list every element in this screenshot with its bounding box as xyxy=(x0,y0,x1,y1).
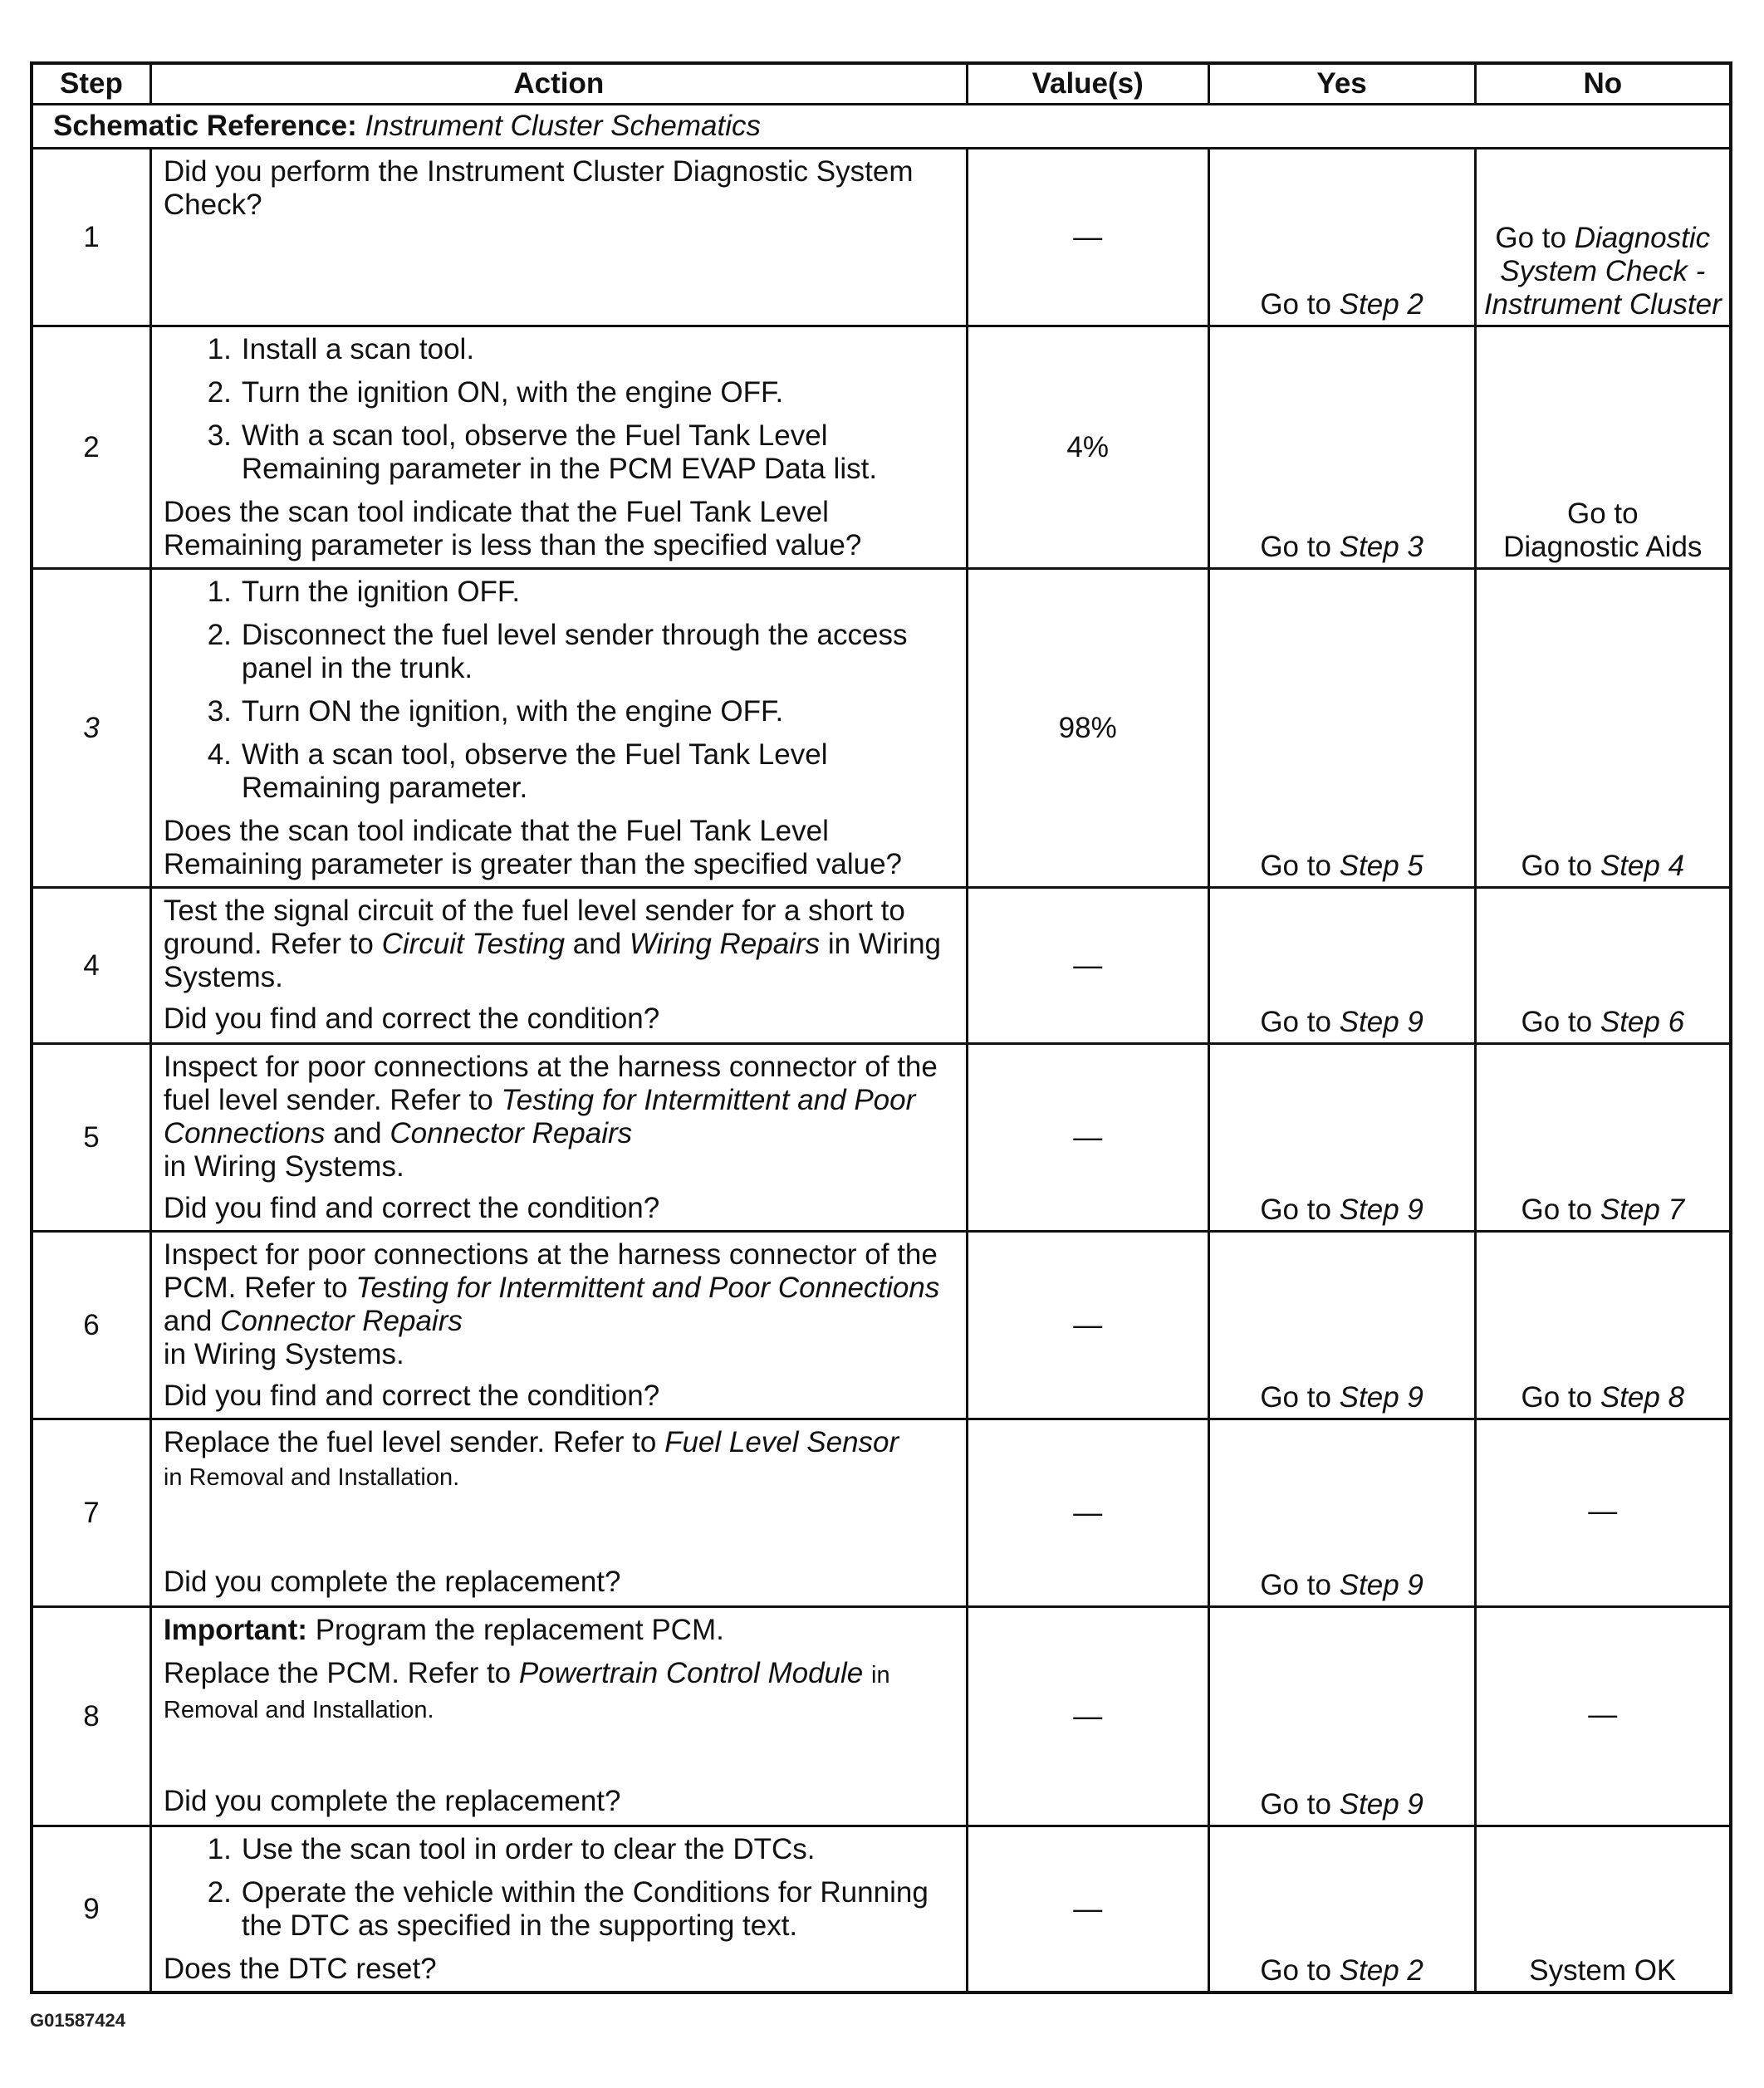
list-number: 1. xyxy=(207,333,232,365)
header-row xyxy=(32,63,1731,105)
action-text-part: in Removal and Installation. xyxy=(163,1464,460,1491)
action-text xyxy=(164,1051,956,1184)
step-number: 8 xyxy=(32,1607,150,1826)
yes-link[interactable]: Step 9 xyxy=(1339,1006,1423,1038)
action-cell xyxy=(150,569,967,888)
list-number: 2. xyxy=(207,376,232,409)
action-text-part: Inspect for poor connections at the harness connector of the fuel level sender. Refer to xyxy=(163,1051,938,1116)
no-link[interactable]: Step 4 xyxy=(1600,850,1685,882)
list-text: Operate the vehicle within the Conditions for Running the DTC as specified in the supporting text. xyxy=(241,1876,929,1942)
action-link[interactable]: Connector Repairs xyxy=(220,1305,463,1337)
yes-cell xyxy=(1208,326,1475,569)
action-text-part: in Removal and Installation. xyxy=(163,1662,890,1723)
action-link[interactable]: Circuit Testing xyxy=(381,928,566,960)
yes-cell xyxy=(1208,888,1475,1044)
list-text: Install a scan tool. xyxy=(241,333,475,365)
table-row-step-5 xyxy=(32,1044,1731,1232)
no-prefix: Go to xyxy=(1521,850,1593,882)
no-prefix: Go to xyxy=(1521,1381,1593,1414)
yes-link[interactable]: Step 5 xyxy=(1339,850,1423,882)
list-number: 3. xyxy=(207,419,232,452)
yes-prefix: Go to xyxy=(1260,1006,1331,1038)
action-text xyxy=(164,1426,956,1494)
yes-link[interactable]: Step 2 xyxy=(1339,288,1423,321)
action-list xyxy=(164,1833,956,1943)
no-link[interactable]: Step 8 xyxy=(1600,1381,1685,1414)
list-item xyxy=(164,738,956,805)
yes-prefix: Go to xyxy=(1260,531,1331,563)
yes-prefix: Go to xyxy=(1260,1193,1331,1226)
list-item xyxy=(164,333,956,366)
no-cell xyxy=(1475,1044,1731,1232)
action-text-part: and xyxy=(163,1305,213,1337)
action-question: Does the scan tool indicate that the Fuel Tank Level Remaining parameter is less than the specified value? xyxy=(163,496,862,561)
step-number: 9 xyxy=(32,1826,150,1993)
yes-prefix: Go to xyxy=(1260,1569,1331,1601)
list-number: 1. xyxy=(207,576,232,608)
yes-link[interactable]: Step 2 xyxy=(1339,1954,1423,1987)
no-link[interactable]: Step 7 xyxy=(1600,1193,1685,1226)
action-question: Did you find and correct the condition? xyxy=(163,1192,660,1224)
no-prefix: Go to xyxy=(1566,497,1639,530)
action-link[interactable]: Fuel Level Sensor xyxy=(664,1426,899,1458)
list-item xyxy=(164,695,956,728)
action-question: Did you find and correct the condition? xyxy=(163,1002,660,1035)
action-question: Did you find and correct the condition? xyxy=(163,1380,660,1412)
header-action: Action xyxy=(150,63,967,105)
important-text: Program the replacement PCM. xyxy=(315,1614,724,1646)
value-cell: — xyxy=(967,1044,1208,1232)
value-cell: 4% xyxy=(967,326,1208,569)
list-number: 2. xyxy=(207,1876,232,1909)
table-row-step-4 xyxy=(32,888,1731,1044)
table-row-step-6 xyxy=(32,1232,1731,1419)
list-item xyxy=(164,619,956,685)
action-text-part: in Wiring Systems. xyxy=(163,928,941,993)
no-cell: — xyxy=(1475,1419,1731,1607)
list-item xyxy=(164,376,956,409)
schematic-reference-label: Schematic Reference: xyxy=(53,110,357,142)
action-text-part: Test the signal circuit of the fuel level sender for a short to ground. Refer to xyxy=(163,895,905,960)
table-row-step-7 xyxy=(32,1419,1731,1607)
yes-prefix: Go to xyxy=(1260,288,1331,321)
list-text: With a scan tool, observe the Fuel Tank Level Remaining parameter. xyxy=(241,738,828,804)
list-text: With a scan tool, observe the Fuel Tank Level Remaining parameter in the PCM EVAP Data list. xyxy=(241,419,878,485)
list-number: 4. xyxy=(207,738,232,771)
header-no: No xyxy=(1475,63,1731,105)
value-cell: — xyxy=(967,1826,1208,1993)
step-number: 1 xyxy=(32,149,150,326)
value-cell: 98% xyxy=(967,569,1208,888)
action-link[interactable]: Connector Repairs xyxy=(390,1117,633,1149)
yes-link[interactable]: Step 9 xyxy=(1339,1569,1423,1601)
action-cell xyxy=(150,1232,967,1419)
no-cell xyxy=(1475,326,1731,569)
header-yes: Yes xyxy=(1208,63,1475,105)
no-cell xyxy=(1475,149,1731,326)
list-text: Disconnect the fuel level sender through the access panel in the trunk. xyxy=(241,619,908,684)
yes-cell xyxy=(1208,1826,1475,1993)
step-number: 2 xyxy=(32,326,150,569)
no-cell xyxy=(1475,569,1731,888)
header-values: Value(s) xyxy=(967,63,1208,105)
no-cell: System OK xyxy=(1475,1826,1731,1993)
list-item xyxy=(164,419,956,486)
action-cell xyxy=(150,326,967,569)
action-cell xyxy=(150,1419,967,1607)
action-text-part: Inspect for poor connections at the harness connector of the PCM. Refer to xyxy=(163,1238,938,1304)
table-row-step-2 xyxy=(32,326,1731,569)
action-text xyxy=(164,895,956,994)
yes-cell xyxy=(1208,1419,1475,1607)
yes-cell xyxy=(1208,1044,1475,1232)
table-row-step-1 xyxy=(32,149,1731,326)
value-cell: — xyxy=(967,1419,1208,1607)
action-text-part: and xyxy=(333,1117,382,1149)
action-cell xyxy=(150,1826,967,1993)
yes-link[interactable]: Step 9 xyxy=(1339,1788,1423,1821)
action-question: Did you perform the Instrument Cluster Diagnostic System Check? xyxy=(163,155,914,221)
yes-prefix: Go to xyxy=(1260,1954,1331,1987)
list-text: Use the scan tool in order to clear the DTCs. xyxy=(241,1833,816,1865)
no-cell xyxy=(1475,1232,1731,1419)
list-text: Turn ON the ignition, with the engine OFF. xyxy=(241,695,784,728)
value-cell: — xyxy=(967,149,1208,326)
action-question: Did you complete the replacement? xyxy=(163,1566,621,1598)
no-prefix: Go to xyxy=(1521,1193,1593,1226)
no-prefix: Go to xyxy=(1495,222,1566,254)
value-cell: — xyxy=(967,1607,1208,1826)
yes-prefix: Go to xyxy=(1260,1381,1331,1414)
table-row-step-9 xyxy=(32,1826,1731,1993)
diagnostic-table xyxy=(30,61,1732,1994)
action-question: Does the scan tool indicate that the Fuel Tank Level Remaining parameter is greater than the specified value? xyxy=(163,815,903,880)
schematic-reference-link[interactable]: Instrument Cluster Schematics xyxy=(365,110,762,142)
action-link[interactable]: Powertrain Control Module xyxy=(518,1657,864,1689)
action-list xyxy=(164,576,956,805)
step-number: 7 xyxy=(32,1419,150,1607)
no-link[interactable]: Step 6 xyxy=(1600,1006,1685,1038)
table-row-step-3 xyxy=(32,569,1731,888)
action-cell xyxy=(150,149,967,326)
yes-cell xyxy=(1208,1232,1475,1419)
yes-cell xyxy=(1208,149,1475,326)
action-link[interactable]: Testing for Intermittent and Poor Connections xyxy=(163,1084,916,1149)
yes-prefix: Go to xyxy=(1260,1788,1331,1821)
no-link[interactable]: Diagnostic System Check - Instrument Cluster xyxy=(1483,222,1722,321)
yes-cell xyxy=(1208,569,1475,888)
list-item xyxy=(164,1833,956,1866)
action-question: Does the DTC reset? xyxy=(163,1953,437,1985)
action-text xyxy=(164,1657,956,1727)
value-cell: — xyxy=(967,888,1208,1044)
yes-prefix: Go to xyxy=(1260,850,1331,882)
table-row-step-8 xyxy=(32,1607,1731,1826)
action-text-part: in Wiring Systems. xyxy=(163,1338,404,1370)
list-item xyxy=(164,576,956,609)
list-number: 3. xyxy=(207,695,232,728)
list-text: Turn the ignition OFF. xyxy=(241,576,521,608)
action-list xyxy=(164,333,956,486)
action-question: Did you complete the replacement? xyxy=(163,1785,621,1817)
action-text-part: and xyxy=(572,928,622,960)
no-cell: — xyxy=(1475,1607,1731,1826)
important-label: Important: xyxy=(163,1614,307,1646)
action-text-part: Replace the PCM. Refer to xyxy=(163,1657,512,1689)
step-number: 3 xyxy=(32,569,150,888)
action-link[interactable]: Wiring Repairs xyxy=(629,928,821,960)
important-note xyxy=(164,1614,956,1647)
no-link[interactable]: Diagnostic Aids xyxy=(1503,531,1703,563)
no-prefix: Go to xyxy=(1521,1006,1593,1038)
action-cell xyxy=(150,888,967,1044)
schematic-reference-row xyxy=(32,105,1731,149)
yes-link[interactable]: Step 9 xyxy=(1339,1381,1423,1414)
no-cell xyxy=(1475,888,1731,1044)
action-text xyxy=(164,1238,956,1371)
action-text-part: in Wiring Systems. xyxy=(163,1150,404,1183)
header-step: Step xyxy=(32,63,150,105)
step-number: 4 xyxy=(32,888,150,1044)
action-text-part: Replace the fuel level sender. Refer to xyxy=(163,1426,657,1458)
list-number: 2. xyxy=(207,619,232,651)
step-number: 5 xyxy=(32,1044,150,1232)
step-number: 6 xyxy=(32,1232,150,1419)
action-link[interactable]: Testing for Intermittent and Poor Connections xyxy=(355,1272,940,1304)
action-cell xyxy=(150,1607,967,1826)
action-cell xyxy=(150,1044,967,1232)
schematic-reference xyxy=(32,105,1731,149)
list-item xyxy=(164,1876,956,1943)
yes-cell xyxy=(1208,1607,1475,1826)
list-text: Turn the ignition ON, with the engine OFF. xyxy=(241,376,784,409)
list-number: 1. xyxy=(207,1833,232,1865)
yes-link[interactable]: Step 9 xyxy=(1339,1193,1423,1226)
value-cell: — xyxy=(967,1232,1208,1419)
yes-link[interactable]: Step 3 xyxy=(1339,531,1423,563)
figure-id: G01587424 xyxy=(30,2010,125,2031)
